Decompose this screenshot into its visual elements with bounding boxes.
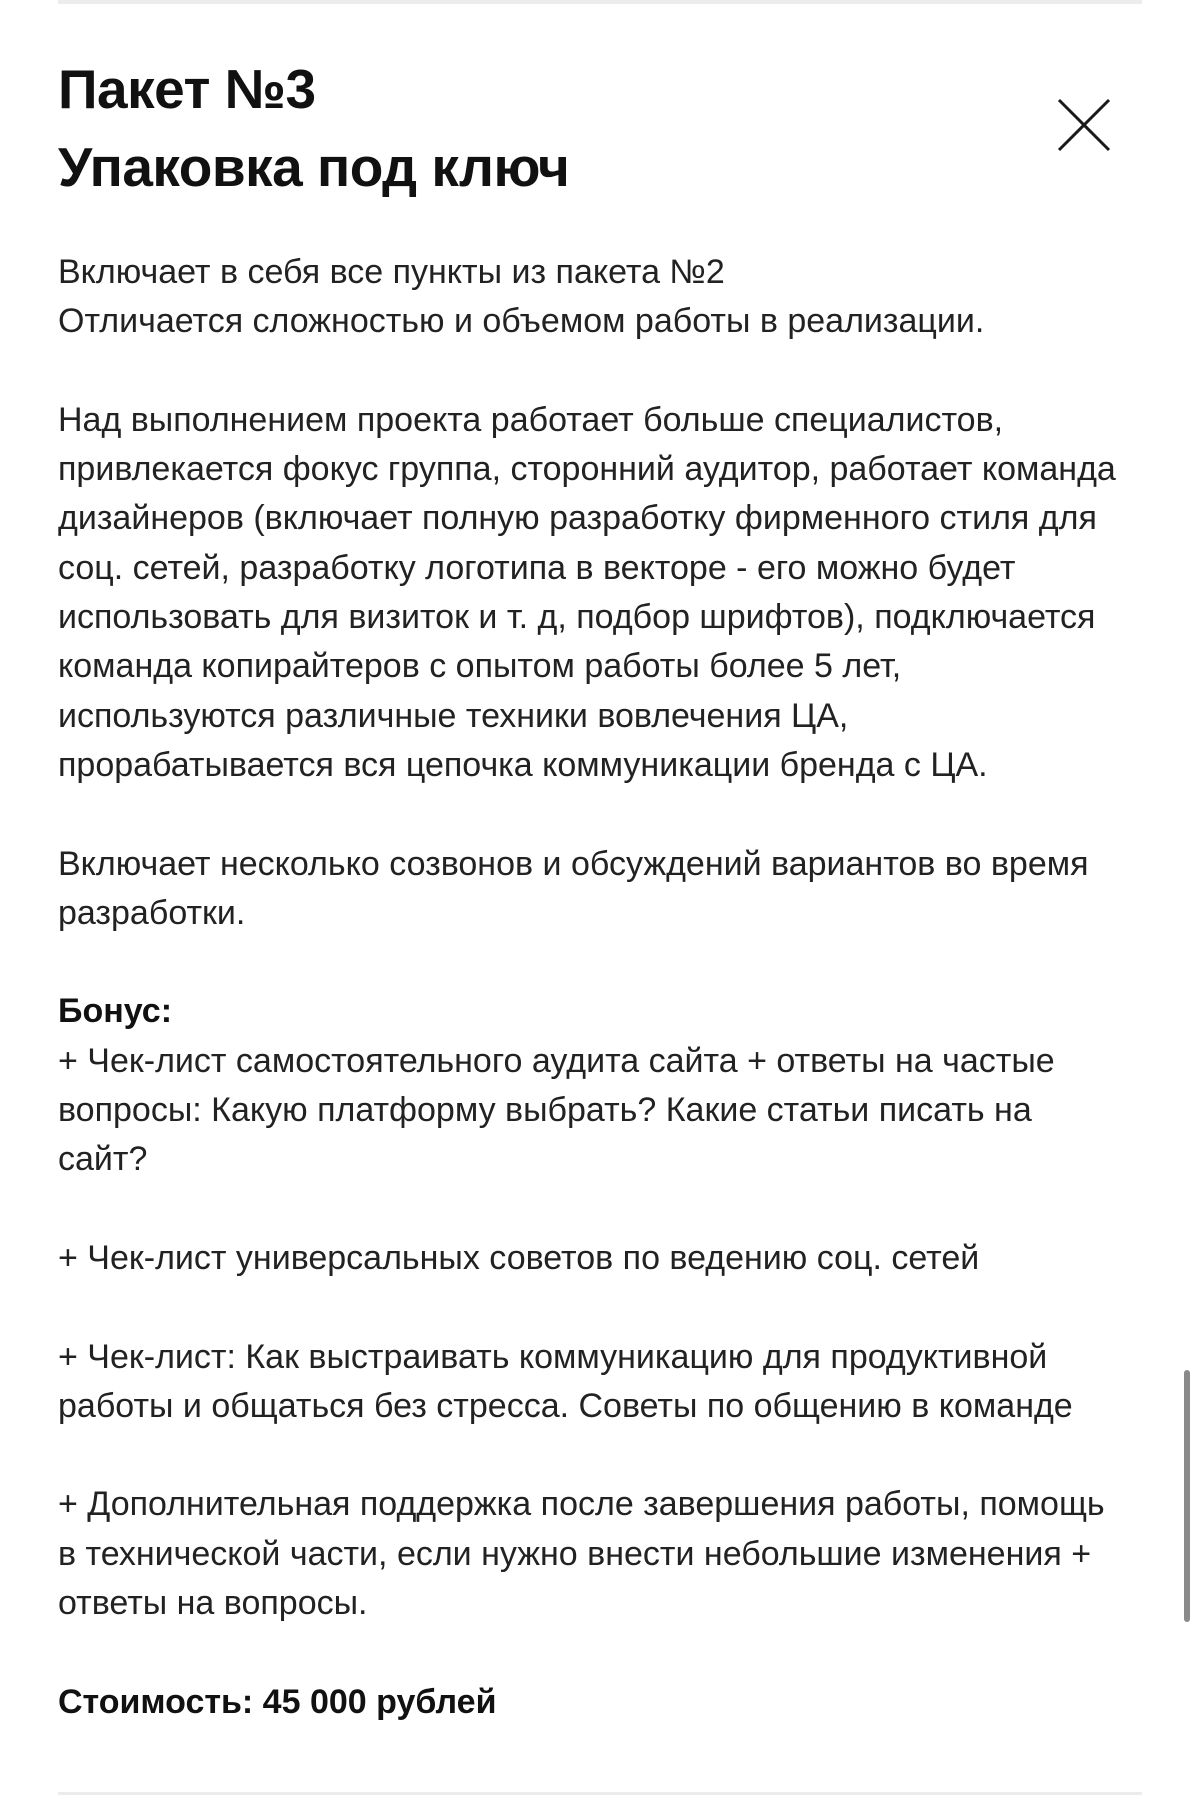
top-divider — [58, 0, 1142, 4]
bonus-item-line: + Дополнительная поддержка после завершения работы, помощь — [58, 1485, 1105, 1524]
bonus-item — [58, 1037, 1148, 1185]
intro-line: Отличается сложностью и объемом работы в реализации. — [58, 302, 985, 341]
bonus-item-line: сайт? — [58, 1140, 148, 1179]
close-button[interactable] — [1056, 97, 1112, 153]
bonus-item — [58, 1480, 1148, 1628]
details-line: используются различные техники вовлечения ЦА, — [58, 696, 849, 735]
price-label: Стоимость: 45 000 рублей — [58, 1682, 497, 1721]
details-line: соц. сетей, разработку логотипа в векторе - его можно будет — [58, 548, 1016, 587]
bonus-item-line: + Чек-лист самостоятельного аудита сайта + ответы на частые — [58, 1041, 1055, 1080]
details-line: дизайнеров (включает полную разработку фирменного стиля для — [58, 499, 1097, 538]
bonus-item-line: ответы на вопросы. — [58, 1584, 368, 1623]
intro-line: Включает в себя все пункты из пакета №2 — [58, 253, 725, 291]
details-line: прорабатывается вся цепочка коммуникации бренда с ЦА. — [58, 745, 988, 784]
bonus-item-line: + Чек-лист: Как выстраивать коммуникацию для продуктивной — [58, 1337, 1048, 1376]
package-title-line-1: Пакет №3 — [58, 58, 316, 120]
details-line: использовать для визиток и т. д, подбор шрифтов), подключается — [58, 598, 1096, 637]
bonus-item-line: в технической части, если нужно внести небольшие изменения + — [58, 1534, 1092, 1573]
bonus-item — [58, 1234, 1148, 1283]
close-icon — [1056, 97, 1112, 153]
calls-line: Включает несколько созвонов и обсуждений вариантов во время — [58, 844, 1089, 883]
calls-line: разработки. — [58, 893, 246, 932]
bonus-item-line: работы и общаться без стресса. Советы по общению в команде — [58, 1386, 1073, 1425]
package-description — [58, 248, 1148, 1727]
bonus-item-line: + Чек-лист универсальных советов по ведению соц. сетей — [58, 1238, 980, 1277]
bonus-item — [58, 1333, 1148, 1432]
details-line: Над выполнением проекта работает больше специалистов, — [58, 400, 1004, 439]
bonus-heading: Бонус: — [58, 992, 173, 1031]
bottom-divider — [58, 1792, 1142, 1795]
bonus-item-line: вопросы: Какую платформу выбрать? Какие статьи писать на — [58, 1091, 1032, 1130]
package-title — [58, 50, 569, 206]
details-line: привлекается фокус группа, сторонний аудитор, работает команда — [58, 450, 1116, 489]
details-line: команда копирайтеров с опытом работы более 5 лет, — [58, 647, 902, 686]
package-title-line-2: Упаковка под ключ — [58, 136, 570, 198]
scrollbar[interactable] — [1184, 1370, 1190, 1622]
